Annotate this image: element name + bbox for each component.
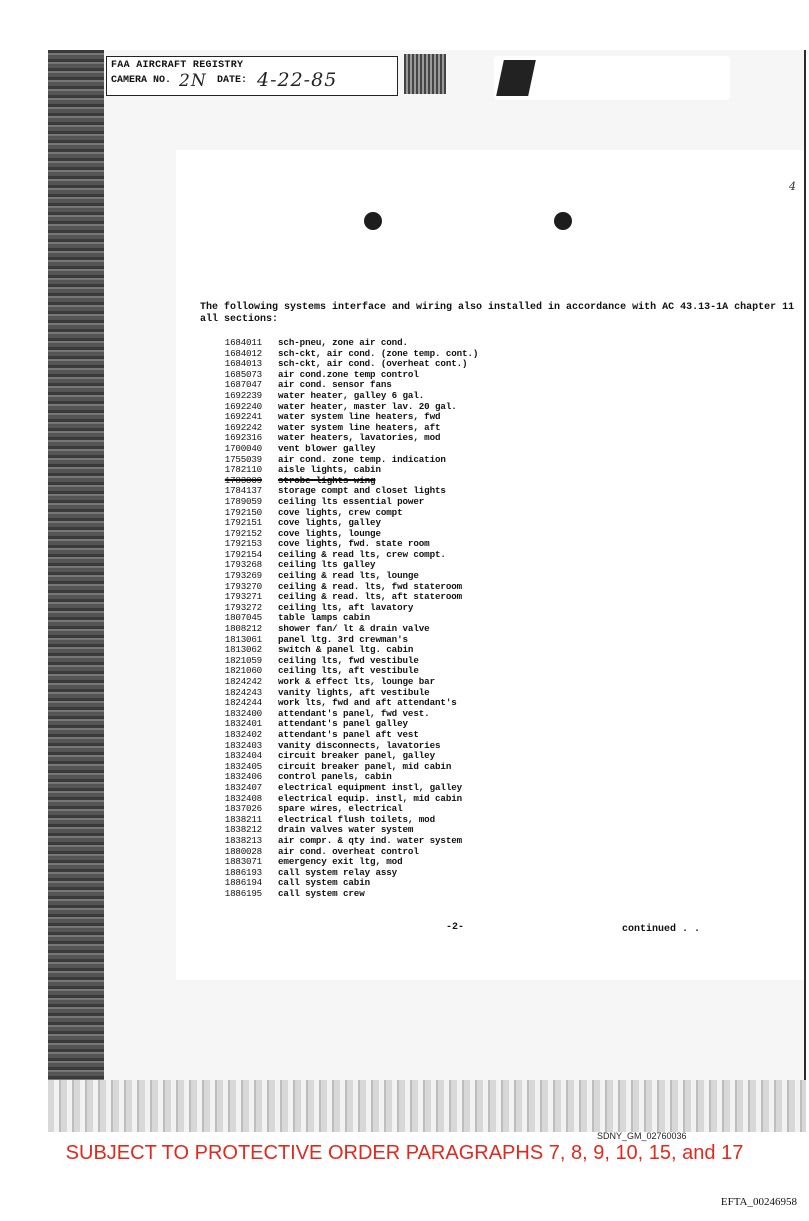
part-description: sch-ckt, air cond. (overheat cont.) bbox=[278, 358, 468, 370]
part-description: drain valves water system bbox=[278, 824, 414, 836]
punch-hole-icon bbox=[364, 212, 382, 230]
part-description: water heaters, lavatories, mod bbox=[278, 432, 441, 444]
outer-sheet bbox=[104, 50, 804, 1080]
part-number: 1821060 bbox=[224, 665, 262, 677]
part-description: strobe lights wing bbox=[278, 474, 376, 486]
part-number: 1832407 bbox=[224, 781, 262, 793]
parts-row bbox=[200, 677, 760, 688]
part-number: 1883071 bbox=[224, 856, 262, 868]
efta-number: EFTA_00246958 bbox=[720, 1196, 797, 1208]
part-description: switch & panel ltg. cabin bbox=[278, 644, 414, 656]
parts-row bbox=[200, 836, 760, 847]
part-description: storage compt and closet lights bbox=[278, 485, 446, 497]
part-number: 1783009 bbox=[224, 474, 262, 486]
parts-row bbox=[200, 338, 760, 349]
parts-row bbox=[200, 391, 760, 402]
part-description: ceiling & read lts, lounge bbox=[278, 570, 419, 582]
part-number: 1832403 bbox=[224, 739, 262, 751]
part-description: table lamps cabin bbox=[278, 612, 371, 624]
part-description: water heater, galley 6 gal. bbox=[278, 389, 425, 401]
part-number: 1792150 bbox=[224, 506, 262, 518]
part-number: 1684011 bbox=[224, 337, 262, 348]
part-number: 1813062 bbox=[224, 644, 262, 656]
part-number: 1692242 bbox=[224, 421, 262, 433]
tape-patch bbox=[494, 56, 730, 100]
part-description: ceiling & read lts, crew compt. bbox=[278, 548, 446, 560]
part-description: panel ltg. 3rd crewman's bbox=[278, 633, 408, 645]
part-number: 1685073 bbox=[224, 368, 262, 380]
part-number: 1789059 bbox=[224, 495, 262, 507]
part-number: 1792154 bbox=[224, 548, 262, 560]
stamp-tab bbox=[404, 54, 446, 94]
part-description: emergency exit ltg, mod bbox=[278, 856, 403, 868]
part-description: water heater, master lav. 20 gal. bbox=[278, 400, 457, 412]
part-number: 1837026 bbox=[224, 803, 262, 815]
part-number: 1832402 bbox=[224, 728, 262, 740]
part-description: air cond. zone temp. indication bbox=[278, 453, 446, 465]
part-number: 1880028 bbox=[224, 845, 262, 857]
part-description: work & effect lts, lounge bar bbox=[278, 676, 435, 687]
part-description: sch-pneu, zone air cond. bbox=[278, 337, 408, 348]
part-description: water system line heaters, fwd bbox=[278, 411, 441, 423]
part-description: ceiling lts, fwd vestibule bbox=[278, 654, 419, 666]
intro-paragraph: The following systems interface and wiring also installed in accordance with AC 43.13-1A chapter 11 all sections: bbox=[200, 302, 795, 325]
part-description: water system line heaters, aft bbox=[278, 421, 441, 433]
part-number: 1886193 bbox=[224, 866, 262, 878]
part-number: 1793270 bbox=[224, 580, 262, 592]
part-number: 1792153 bbox=[224, 538, 262, 550]
part-number: 1692239 bbox=[224, 389, 262, 401]
part-description: call system cabin bbox=[278, 877, 371, 889]
part-description: sch-ckt, air cond. (zone temp. cont.) bbox=[278, 347, 479, 359]
part-number: 1807045 bbox=[224, 612, 262, 624]
part-description: ceiling lts, aft lavatory bbox=[278, 601, 414, 613]
part-number: 1687047 bbox=[224, 379, 262, 391]
part-description: vent blower galley bbox=[278, 442, 376, 454]
part-number: 1813061 bbox=[224, 633, 262, 645]
part-description: attendant's panel galley bbox=[278, 718, 408, 730]
part-description: control panels, cabin bbox=[278, 771, 392, 783]
part-number: 1824244 bbox=[224, 697, 262, 709]
part-description: cove lights, crew compt bbox=[278, 506, 403, 518]
part-number: 1692241 bbox=[224, 411, 262, 423]
bates-number: SDNY_GM_02760036 bbox=[597, 1131, 687, 1141]
camera-label: CAMERA NO. bbox=[111, 75, 172, 86]
parts-list bbox=[200, 338, 760, 899]
part-description: electrical flush toilets, mod bbox=[278, 813, 435, 825]
part-description: cove lights, lounge bbox=[278, 527, 381, 539]
part-number: 1832404 bbox=[224, 750, 262, 762]
part-description: call system crew bbox=[278, 887, 365, 899]
camera-number: 2N bbox=[179, 71, 207, 91]
part-description: call system relay assy bbox=[278, 866, 398, 878]
part-number: 1793272 bbox=[224, 601, 262, 613]
punch-hole-icon bbox=[554, 212, 572, 230]
part-number: 1838213 bbox=[224, 834, 262, 846]
registry-label: FAA AIRCRAFT REGISTRY bbox=[111, 60, 244, 71]
part-description: spare wires, electrical bbox=[278, 803, 403, 815]
part-number: 1793269 bbox=[224, 570, 262, 582]
protective-order-notice: SUBJECT TO PROTECTIVE ORDER PARAGRAPHS 7, 8, 9, 10, 15, and 17 bbox=[65, 1142, 744, 1164]
page-number: -2- bbox=[446, 922, 465, 933]
part-number: 1838211 bbox=[224, 813, 262, 825]
part-description: vanity disconnects, lavatories bbox=[278, 739, 441, 751]
part-number: 1886194 bbox=[224, 877, 262, 889]
part-number: 1838212 bbox=[224, 824, 262, 836]
part-description: circuit breaker panel, galley bbox=[278, 750, 435, 762]
part-number: 1782110 bbox=[224, 464, 262, 476]
date-label: DATE: bbox=[217, 75, 248, 86]
parts-row bbox=[200, 783, 760, 794]
part-number: 1886195 bbox=[224, 887, 262, 899]
part-number: 1832408 bbox=[224, 792, 262, 804]
part-description: work lts, fwd and aft attendant's bbox=[278, 697, 457, 709]
part-description: air compr. & qty ind. water system bbox=[278, 834, 463, 846]
part-number: 1792152 bbox=[224, 527, 262, 539]
part-description: ceiling & read. lts, aft stateroom bbox=[278, 591, 463, 603]
part-description: vanity lights, aft vestibule bbox=[278, 686, 430, 698]
part-number: 1824242 bbox=[224, 676, 262, 687]
parts-row bbox=[200, 730, 760, 741]
part-description: electrical equip. instl, mid cabin bbox=[278, 792, 463, 804]
part-description: air cond.zone temp control bbox=[278, 368, 419, 380]
part-description: ceiling lts galley bbox=[278, 559, 376, 571]
scanned-document bbox=[48, 50, 806, 1132]
part-number: 1793268 bbox=[224, 559, 262, 571]
part-number: 1832406 bbox=[224, 771, 262, 783]
part-description: attendant's panel, fwd vest. bbox=[278, 707, 430, 719]
part-number: 1784137 bbox=[224, 485, 262, 497]
scan-left-edge bbox=[48, 50, 104, 1080]
part-description: aisle lights, cabin bbox=[278, 464, 381, 476]
part-number: 1832405 bbox=[224, 760, 262, 772]
date-value: 4-22-85 bbox=[257, 69, 338, 91]
document-page bbox=[176, 150, 804, 980]
part-description: ceiling & read. lts, fwd stateroom bbox=[278, 580, 463, 592]
parts-row bbox=[200, 497, 760, 508]
tape-shadow bbox=[496, 60, 536, 96]
part-number: 1755039 bbox=[224, 453, 262, 465]
part-description: shower fan/ lt & drain valve bbox=[278, 623, 430, 635]
part-description: ceiling lts, aft vestibule bbox=[278, 665, 419, 677]
parts-row bbox=[200, 444, 760, 455]
part-number: 1700040 bbox=[224, 442, 262, 454]
part-number: 1792151 bbox=[224, 517, 262, 529]
corner-mark: 4 bbox=[789, 180, 796, 193]
continued-note: continued . . bbox=[622, 924, 701, 935]
part-description: electrical equipment instl, galley bbox=[278, 781, 463, 793]
part-number: 1832401 bbox=[224, 718, 262, 730]
part-number: 1684013 bbox=[224, 358, 262, 370]
part-number: 1821059 bbox=[224, 654, 262, 666]
part-number: 1692316 bbox=[224, 432, 262, 444]
part-description: air cond. sensor fans bbox=[278, 379, 392, 391]
part-number: 1692240 bbox=[224, 400, 262, 412]
part-number: 1808212 bbox=[224, 623, 262, 635]
part-description: attendant's panel aft vest bbox=[278, 728, 419, 740]
part-number: 1793271 bbox=[224, 591, 262, 603]
scan-bottom-band bbox=[48, 1080, 806, 1132]
part-number: 1684012 bbox=[224, 347, 262, 359]
part-number: 1832400 bbox=[224, 707, 262, 719]
part-description: circuit breaker panel, mid cabin bbox=[278, 760, 452, 772]
part-description: cove lights, fwd. state room bbox=[278, 538, 430, 550]
registry-header bbox=[106, 56, 398, 96]
part-description: cove lights, galley bbox=[278, 517, 381, 529]
part-description: ceiling lts essential power bbox=[278, 495, 425, 507]
part-number: 1824243 bbox=[224, 686, 262, 698]
part-description: air cond. overheat control bbox=[278, 845, 419, 857]
parts-row bbox=[200, 889, 760, 900]
